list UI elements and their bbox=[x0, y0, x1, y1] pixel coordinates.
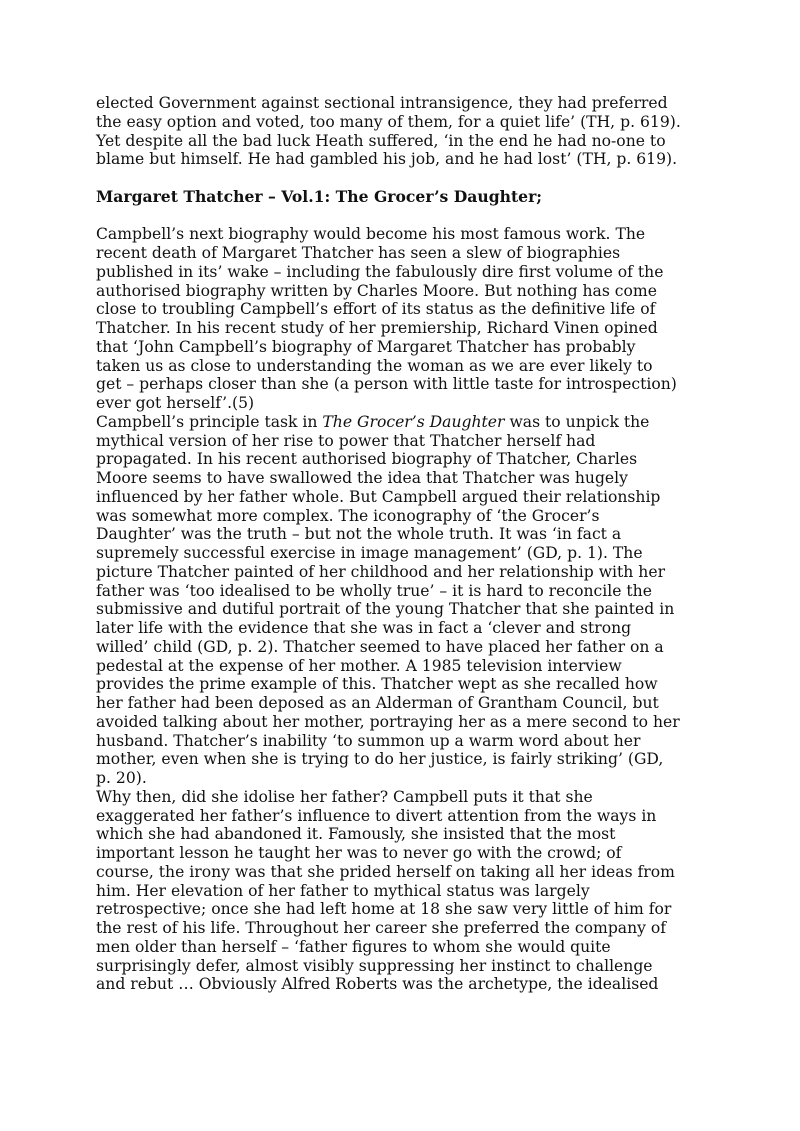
text-line: provides the prime example of this. Thatcher wept as she recalled how bbox=[96, 675, 658, 694]
text-line: father was ‘too idealised to be wholly true’ – it is hard to reconcile the bbox=[96, 581, 652, 600]
text-line: exaggerated her father’s influence to divert attention from the ways in bbox=[96, 806, 657, 825]
section-heading: Margaret Thatcher – Vol.1: The Grocer’s Daughter; bbox=[96, 186, 543, 206]
text-line: willed’ child (GD, p. 2). Thatcher seemed to have placed her father on a bbox=[96, 637, 664, 656]
text-line: influenced by her father whole. But Campbell argued their relationship bbox=[96, 487, 661, 506]
text-line: mythical version of her rise to power that Thatcher herself had bbox=[96, 431, 596, 450]
text-line bbox=[96, 413, 706, 432]
text-line: pedestal at the expense of her mother. A 1985 television interview bbox=[96, 656, 622, 675]
text-line: close to troubling Campbell’s effort of its status as the definitive life of bbox=[96, 300, 656, 319]
text-line: men older than herself – ‘father figures to whom she would quite bbox=[96, 937, 611, 956]
text-run: was to unpick the bbox=[504, 412, 650, 431]
text-line: her father had been deposed as an Alderman of Grantham Council, but bbox=[96, 694, 659, 712]
text-line: mother, even when she is trying to do her justice, is fairly striking’ (GD, bbox=[96, 750, 664, 769]
text-line: later life with the evidence that she was in fact a ‘clever and strong bbox=[96, 619, 632, 637]
text-line: blame but himself. He had gambled his job, and he had lost’ (TH, p. 619). bbox=[96, 150, 678, 169]
text-line: husband. Thatcher’s inability ‘to summon up a warm word about her bbox=[96, 731, 641, 750]
text-run: Campbell’s principle task in bbox=[96, 412, 323, 431]
text-line: Campbell’s next biography would become his most famous work. The bbox=[96, 225, 646, 244]
text-line: surprisingly defer, almost visibly suppressing her instinct to challenge bbox=[96, 956, 653, 975]
paragraph-1 bbox=[96, 225, 706, 413]
text-line: which she had abandoned it. Famously, she insisted that the most bbox=[96, 825, 616, 844]
text-line: was somewhat more complex. The iconography of ‘the Grocer’s bbox=[96, 506, 600, 525]
text-line: course, the irony was that she prided herself on taking all her ideas from bbox=[96, 862, 675, 881]
text-line: the easy option and voted, too many of them, for a quiet life’ (TH, p. 619). bbox=[96, 112, 681, 131]
text-line: ever got herself’.(5) bbox=[96, 394, 255, 412]
text-line: Yet despite all the bad luck Heath suffered, ‘in the end he had no-one to bbox=[96, 131, 666, 150]
text-line: propagated. In his recent authorised biography of Thatcher, Charles bbox=[96, 450, 638, 469]
text-line: get – perhaps closer than she (a person with little taste for introspection) bbox=[96, 375, 677, 394]
text-line: Why then, did she idolise her father? Campbell puts it that she bbox=[96, 787, 593, 806]
text-line: retrospective; once she had left home at 18 she saw very little of him for bbox=[96, 900, 672, 919]
text-line: important lesson he taught her was to never go with the crowd; of bbox=[96, 844, 622, 862]
text-line: Thatcher. In his recent study of her premiership, Richard Vinen opined bbox=[96, 319, 658, 337]
paragraph-3 bbox=[96, 788, 706, 994]
text-line: elected Government against sectional intransigence, they had preferred bbox=[96, 94, 668, 112]
book-title: The Grocer’s Daughter bbox=[322, 412, 505, 431]
paragraph-2 bbox=[96, 413, 706, 788]
paragraph-gap bbox=[96, 207, 706, 226]
intro-paragraph bbox=[96, 94, 706, 169]
text-line: authorised biography written by Charles Moore. But nothing has come bbox=[96, 281, 657, 300]
text-line: and rebut … Obviously Alfred Roberts was the archetype, the idealised bbox=[96, 975, 659, 994]
text-line: p. 20). bbox=[96, 769, 147, 787]
text-line: the rest of his life. Throughout her career she preferred the company of bbox=[96, 919, 667, 937]
text-line: Moore seems to have swallowed the idea that Thatcher was hugely bbox=[96, 469, 628, 487]
text-line: taken us as close to understanding the woman as we are ever likely to bbox=[96, 356, 653, 375]
document-page bbox=[96, 94, 706, 994]
paragraph-gap bbox=[96, 169, 706, 188]
text-line: him. Her elevation of her father to mythical status was largely bbox=[96, 881, 590, 900]
text-line: avoided talking about her mother, portraying her as a mere second to her bbox=[96, 712, 680, 731]
text-line: picture Thatcher painted of her childhood and her relationship with her bbox=[96, 562, 666, 581]
text-line: that ‘John Campbell’s biography of Margaret Thatcher has probably bbox=[96, 337, 636, 356]
text-line: published in its’ wake – including the fabulously dire first volume of the bbox=[96, 262, 664, 281]
text-line: Daughter’ was the truth – but not the whole truth. It was ‘in fact a bbox=[96, 525, 622, 544]
text-line: supremely successful exercise in image management’ (GD, p. 1). The bbox=[96, 544, 643, 562]
text-line: submissive and dutiful portrait of the young Thatcher that she painted in bbox=[96, 600, 675, 619]
text-line: recent death of Margaret Thatcher has seen a slew of biographies bbox=[96, 244, 621, 262]
